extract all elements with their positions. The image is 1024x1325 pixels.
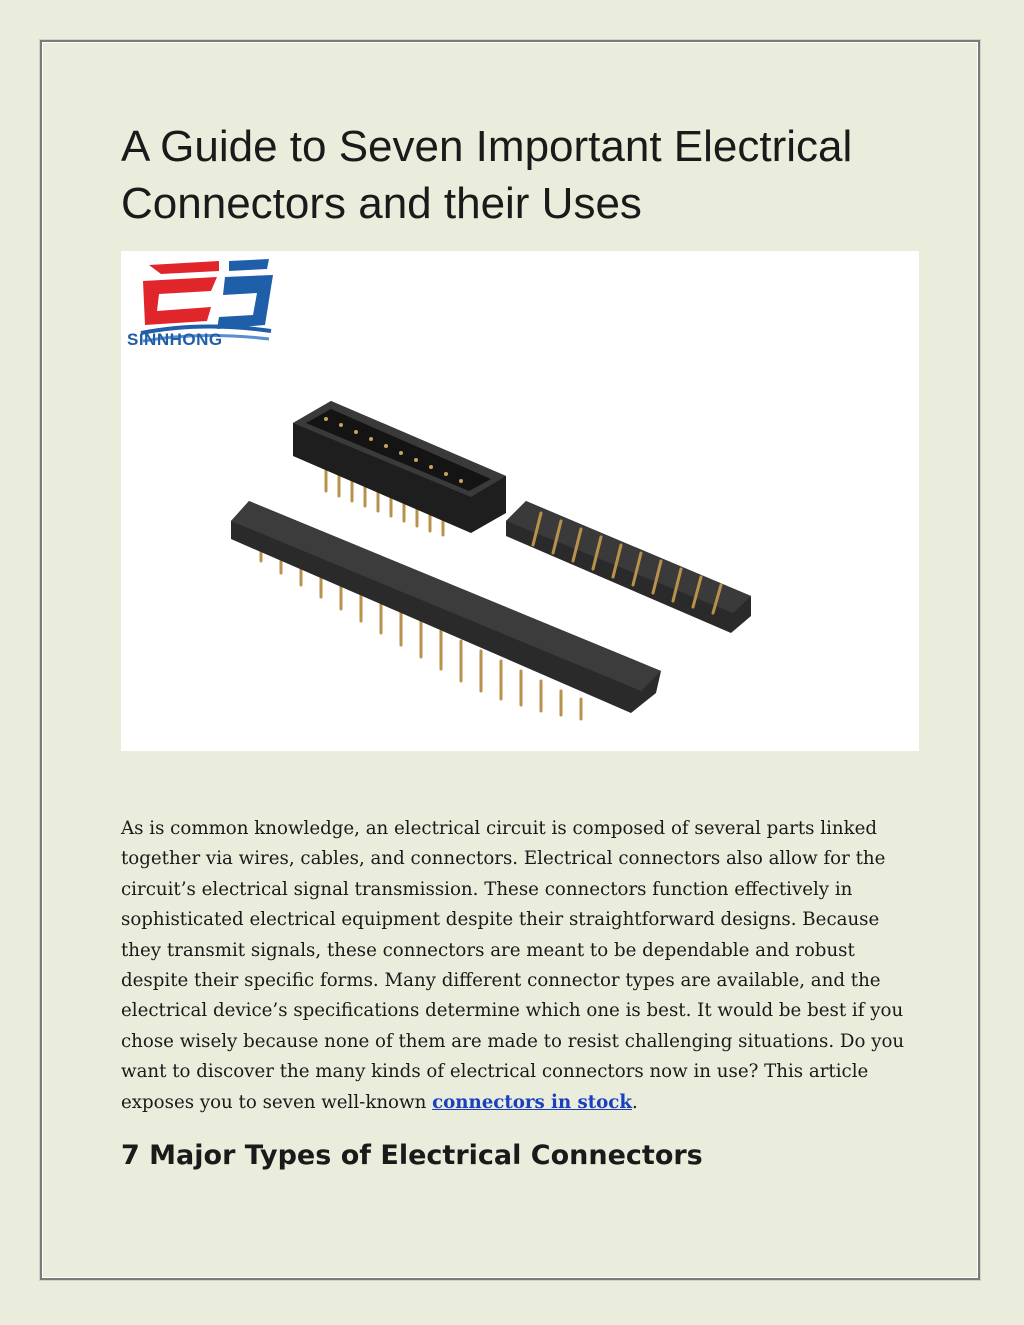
hero-image [121, 251, 919, 751]
box-header-connector [293, 401, 506, 535]
page-title: A Guide to Seven Important Electrical Connectors and their Uses [121, 122, 853, 228]
connectors-in-stock-link[interactable]: connectors in stock [432, 1091, 632, 1113]
intro-paragraph [121, 814, 921, 1118]
logo-wordmark: SINNHONG [127, 330, 223, 349]
paragraph-end: . [631, 1091, 638, 1113]
dual-row-header-connector [506, 501, 751, 633]
section-heading: 7 Major Types of Electrical Connectors [121, 1140, 703, 1171]
sinnhong-logo [127, 259, 273, 349]
paragraph-text: As is common knowledge, an electrical circuit is composed of several parts linked together via wires, cables, and connectors. Electrical connectors also allow for the circuit’s electrical signal transmission. These connectors function effectively in sophisticated electrical equipment despite their straightforward designs. Because they transmit signals, these connectors are meant to be dependable and robust despite their specific forms. Many different connector types are available, and the electrical device’s specifications determine which one is best. It would be best if you chose wisely because none of them are made to resist challenging situations. Do you want to discover the many kinds of electrical connectors now in use? This article exposes you to seven well-known [121, 818, 905, 1113]
